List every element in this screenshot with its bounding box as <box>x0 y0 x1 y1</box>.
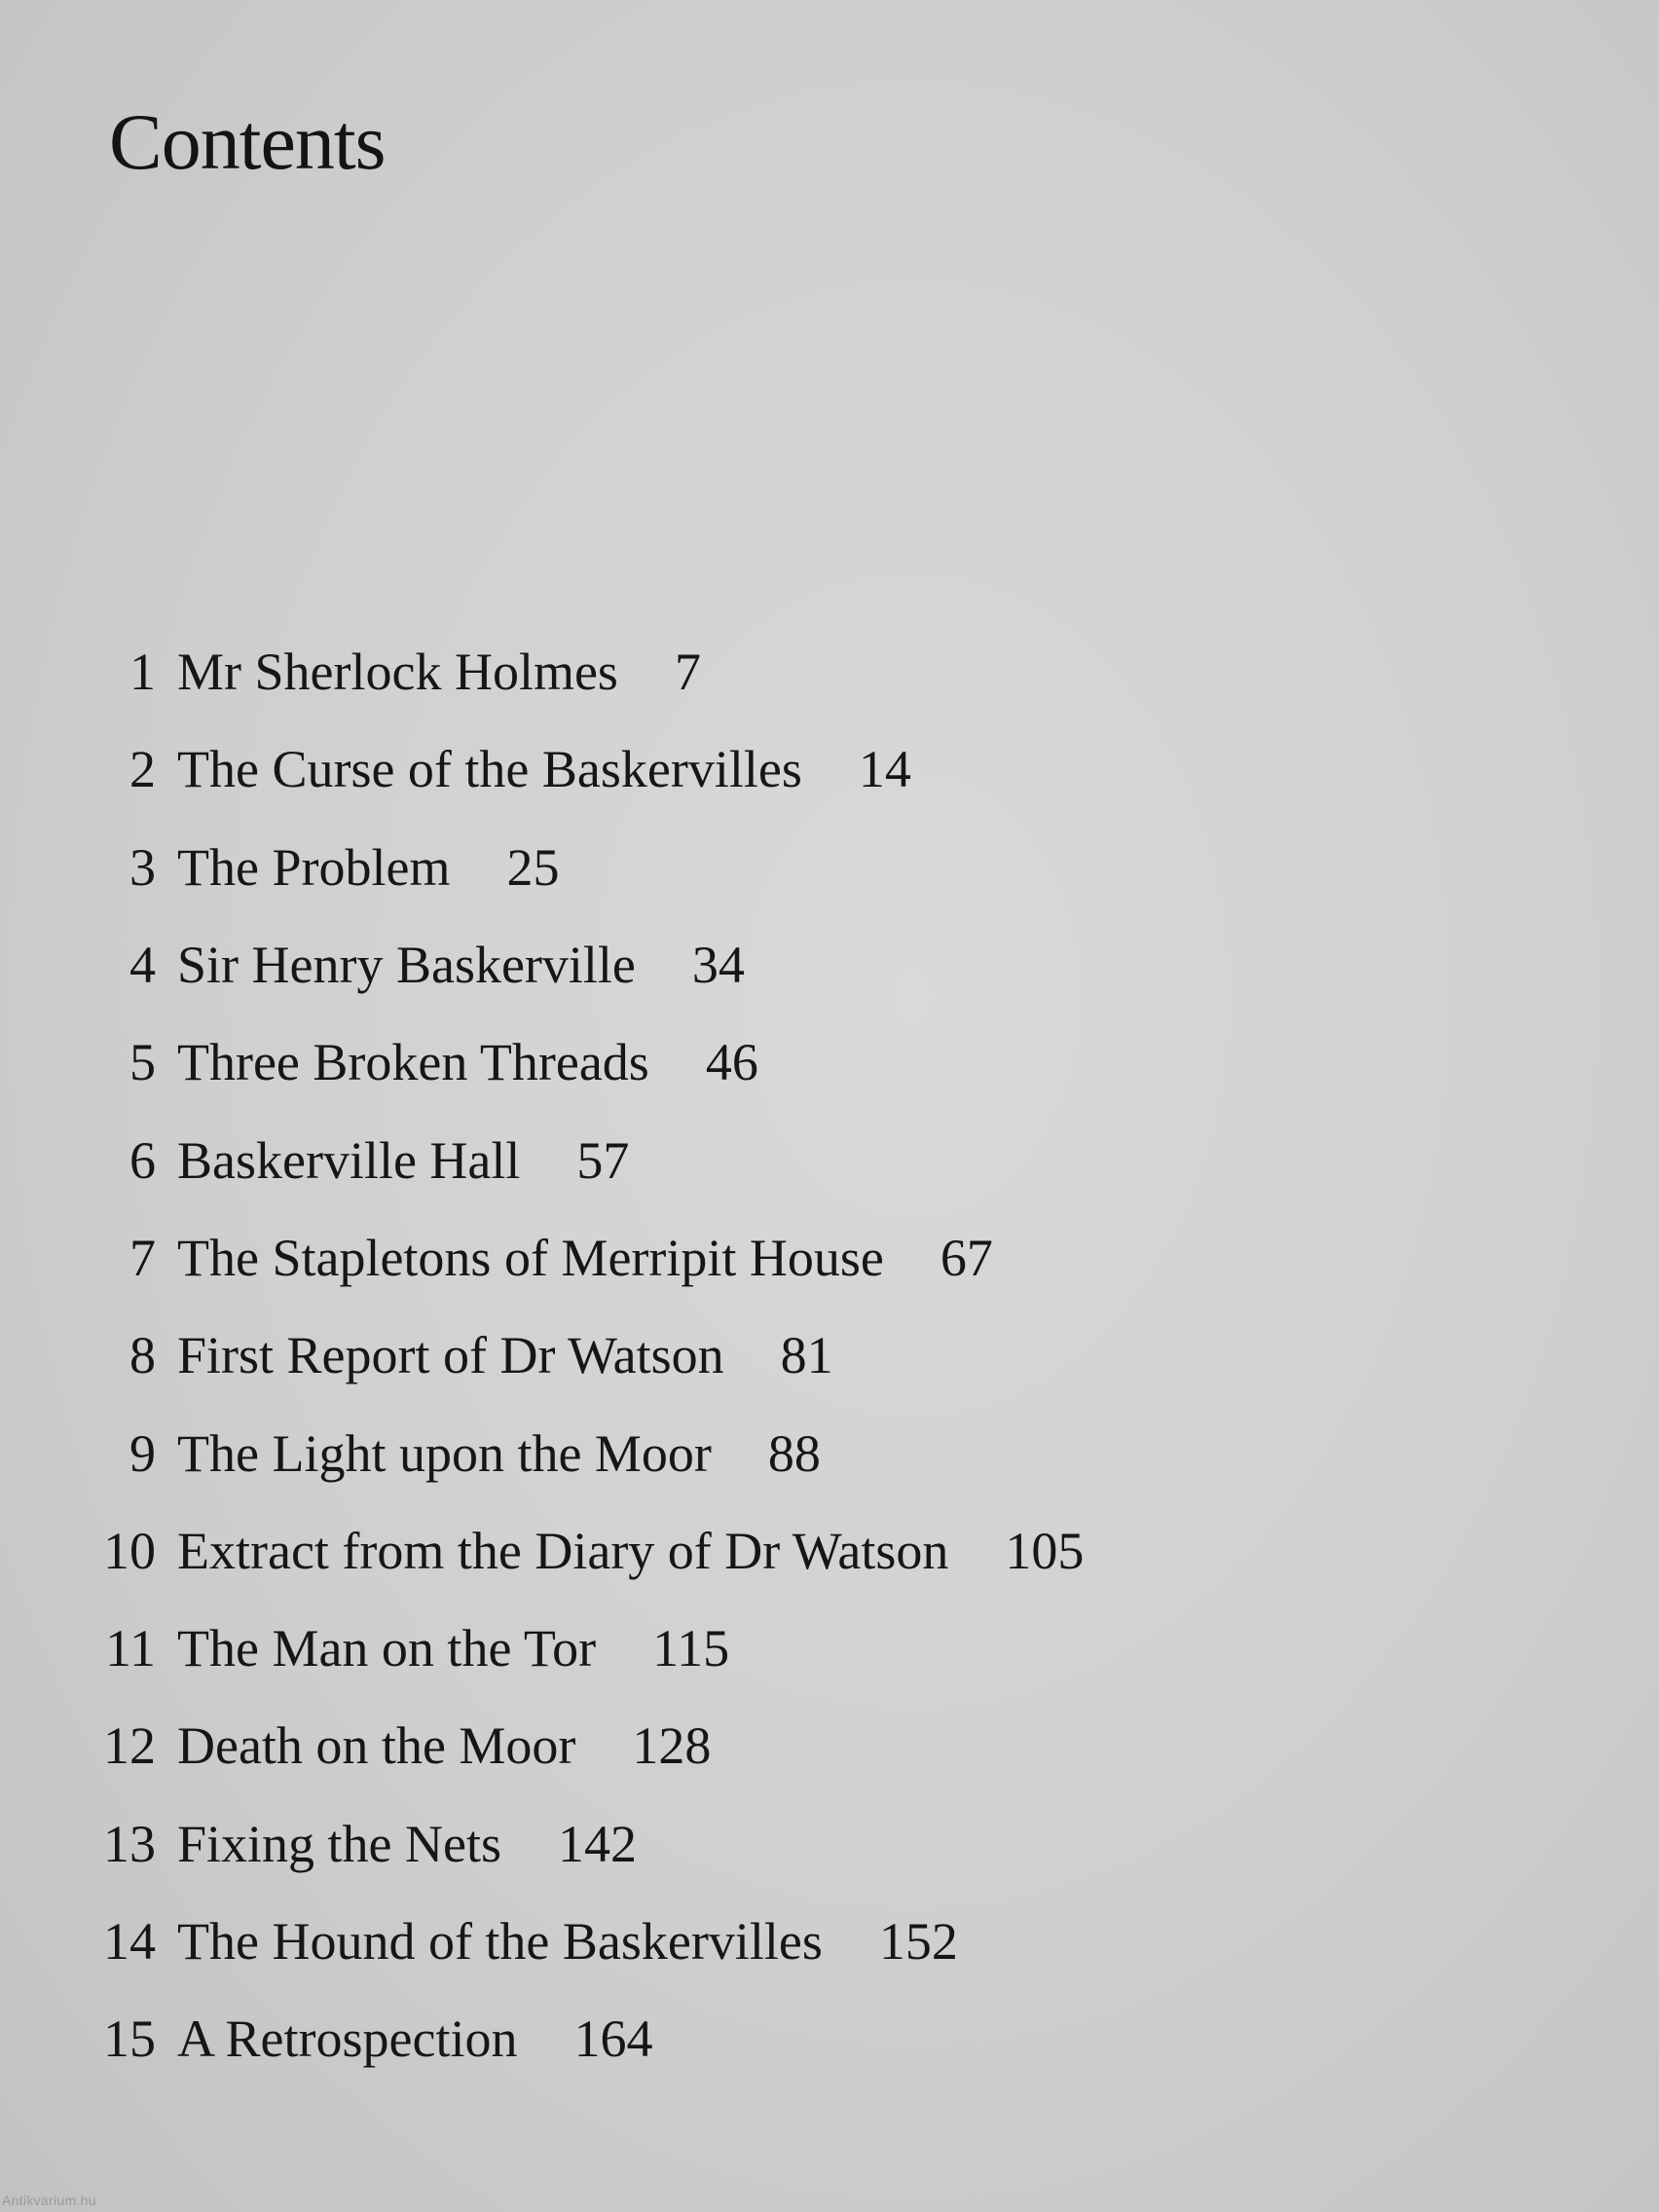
toc-entry <box>0 1307 1363 1404</box>
toc-entry <box>0 916 1363 1014</box>
chapter-number: 4 <box>129 936 156 995</box>
chapter-number: 6 <box>129 1130 156 1190</box>
chapter-page: 88 <box>767 1423 821 1483</box>
chapter-page: 81 <box>780 1326 833 1385</box>
toc-entry <box>0 1111 1363 1208</box>
chapter-number: 3 <box>129 837 156 897</box>
chapter-title: Extract from the Diary of Dr Watson <box>177 1521 949 1580</box>
chapter-number: 11 <box>105 1619 156 1678</box>
chapter-page: 14 <box>858 740 911 799</box>
chapter-page: 25 <box>506 837 560 897</box>
chapter-title: Sir Henry Baskerville <box>177 936 636 995</box>
chapter-number: 12 <box>103 1716 156 1776</box>
toc-entry <box>0 1209 1363 1307</box>
chapter-number: 5 <box>129 1033 156 1092</box>
chapter-number: 14 <box>103 1912 156 1971</box>
chapter-page: 34 <box>691 936 745 995</box>
chapter-title: Baskerville Hall <box>177 1130 521 1190</box>
chapter-page: 115 <box>652 1619 730 1678</box>
toc-entry <box>0 819 1363 916</box>
chapter-page: 142 <box>558 1814 637 1873</box>
chapter-title: A Retrospection <box>177 2009 518 2069</box>
chapter-number: 7 <box>129 1228 156 1287</box>
toc-entry <box>0 1893 1363 1990</box>
chapter-title: The Stapletons of Merripit House <box>177 1228 884 1287</box>
chapter-page: 7 <box>674 643 701 702</box>
chapter-title: First Report of Dr Watson <box>177 1326 724 1385</box>
chapter-page: 128 <box>632 1716 712 1776</box>
chapter-number: 10 <box>103 1521 156 1580</box>
toc-entry <box>0 1014 1363 1111</box>
chapter-title: Fixing the Nets <box>177 1814 501 1873</box>
chapter-title: Mr Sherlock Holmes <box>177 643 618 702</box>
chapter-page: 164 <box>573 2009 653 2069</box>
toc-entry <box>0 1795 1363 1893</box>
toc-entry <box>0 1697 1363 1794</box>
chapter-number: 9 <box>129 1423 156 1483</box>
toc-entry <box>0 1990 1363 2087</box>
chapter-page: 67 <box>940 1228 993 1287</box>
chapter-title: The Hound of the Baskervilles <box>177 1912 823 1971</box>
toc-entry <box>0 720 1363 818</box>
chapter-page: 105 <box>1005 1521 1085 1580</box>
chapter-number: 2 <box>129 740 156 799</box>
chapter-title: The Problem <box>177 837 451 897</box>
toc-entry <box>0 1502 1363 1600</box>
chapter-number: 8 <box>129 1326 156 1385</box>
toc-entry <box>0 1600 1363 1697</box>
chapter-page: 46 <box>705 1033 758 1092</box>
chapter-number: 13 <box>103 1814 156 1873</box>
toc-entry <box>0 1404 1363 1501</box>
chapter-title: The Light upon the Moor <box>177 1423 712 1483</box>
page-title: Contents <box>109 97 386 186</box>
chapter-number: 15 <box>103 2009 156 2069</box>
chapter-title: The Man on the Tor <box>177 1619 597 1678</box>
toc-entry <box>0 623 1363 720</box>
chapter-number: 1 <box>129 643 156 702</box>
table-of-contents <box>0 623 1363 2087</box>
chapter-page: 152 <box>878 1912 958 1971</box>
chapter-page: 57 <box>576 1130 630 1190</box>
chapter-title: Three Broken Threads <box>177 1033 649 1092</box>
watermark-text: Antikvarium.hu <box>2 2193 96 2208</box>
chapter-title: The Curse of the Baskervilles <box>177 740 802 799</box>
chapter-title: Death on the Moor <box>177 1716 576 1776</box>
